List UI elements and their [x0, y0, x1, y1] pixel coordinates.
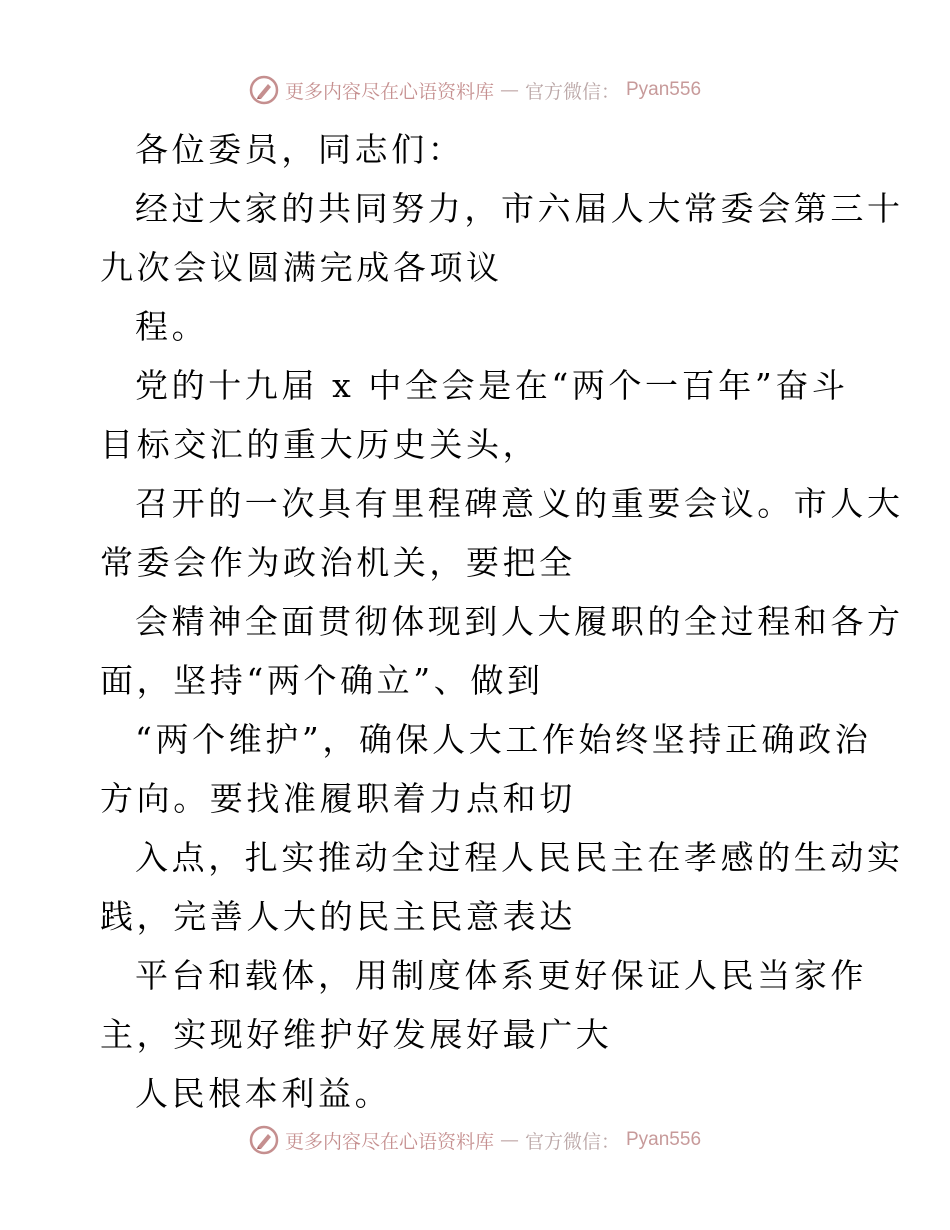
watermark-wechat-id: Pyan556 — [626, 79, 702, 100]
text-line: 平台和载体，用制度体系更好保证人民当家作 — [135, 956, 867, 995]
text-line: 方向。要找准履职着力点和切 — [100, 779, 576, 818]
watermark-brand: 更多内容尽在心语资料库 — [284, 80, 494, 103]
text-line: 主，实现好维护好发展好最广大 — [100, 1015, 613, 1054]
text-line: 践，完善人大的民主民意表达 — [100, 897, 576, 936]
text-line: 会精神全面贯彻体现到人大履职的全过程和各方 — [135, 602, 904, 641]
text-line: 召开的一次具有里程碑意义的重要会议。市人大 — [135, 484, 904, 523]
document-body — [100, 120, 904, 1123]
watermark-dash: — — [499, 79, 519, 101]
pen-seal-icon — [249, 1125, 279, 1155]
salutation-line: 各位委员，同志们： — [135, 130, 465, 169]
watermark-wechat-label: 官方微信： — [524, 80, 620, 103]
watermark-wechat-id: Pyan556 — [626, 1129, 702, 1150]
footer-watermark — [0, 1120, 950, 1160]
text-line: 人民根本利益。 — [135, 1074, 392, 1113]
pen-seal-icon — [249, 75, 279, 105]
watermark-wechat-label: 官方微信： — [524, 1130, 620, 1153]
text-line: 入点，扎实推动全过程人民民主在孝感的生动实 — [135, 838, 904, 877]
text-line: 目标交汇的重大历史关头， — [100, 425, 540, 464]
text-line: 九次会议圆满完成各项议 — [100, 248, 503, 287]
header-watermark — [0, 70, 950, 110]
text-line: 经过大家的共同努力，市六届人大常委会第三十 — [135, 189, 904, 228]
text-line: 面，坚持“两个确立”、做到 — [100, 661, 544, 700]
watermark-brand: 更多内容尽在心语资料库 — [284, 1130, 494, 1153]
text-line: 常委会作为政治机关，要把全 — [100, 543, 576, 582]
text-line: “两个维护”，确保人大工作始终坚持正确政治 — [135, 720, 872, 759]
watermark-dash: — — [499, 1129, 519, 1151]
text-line: 程。 — [135, 307, 209, 346]
text-line: 党的十九届 x 中全会是在“两个一百年”奋斗 — [135, 366, 849, 405]
